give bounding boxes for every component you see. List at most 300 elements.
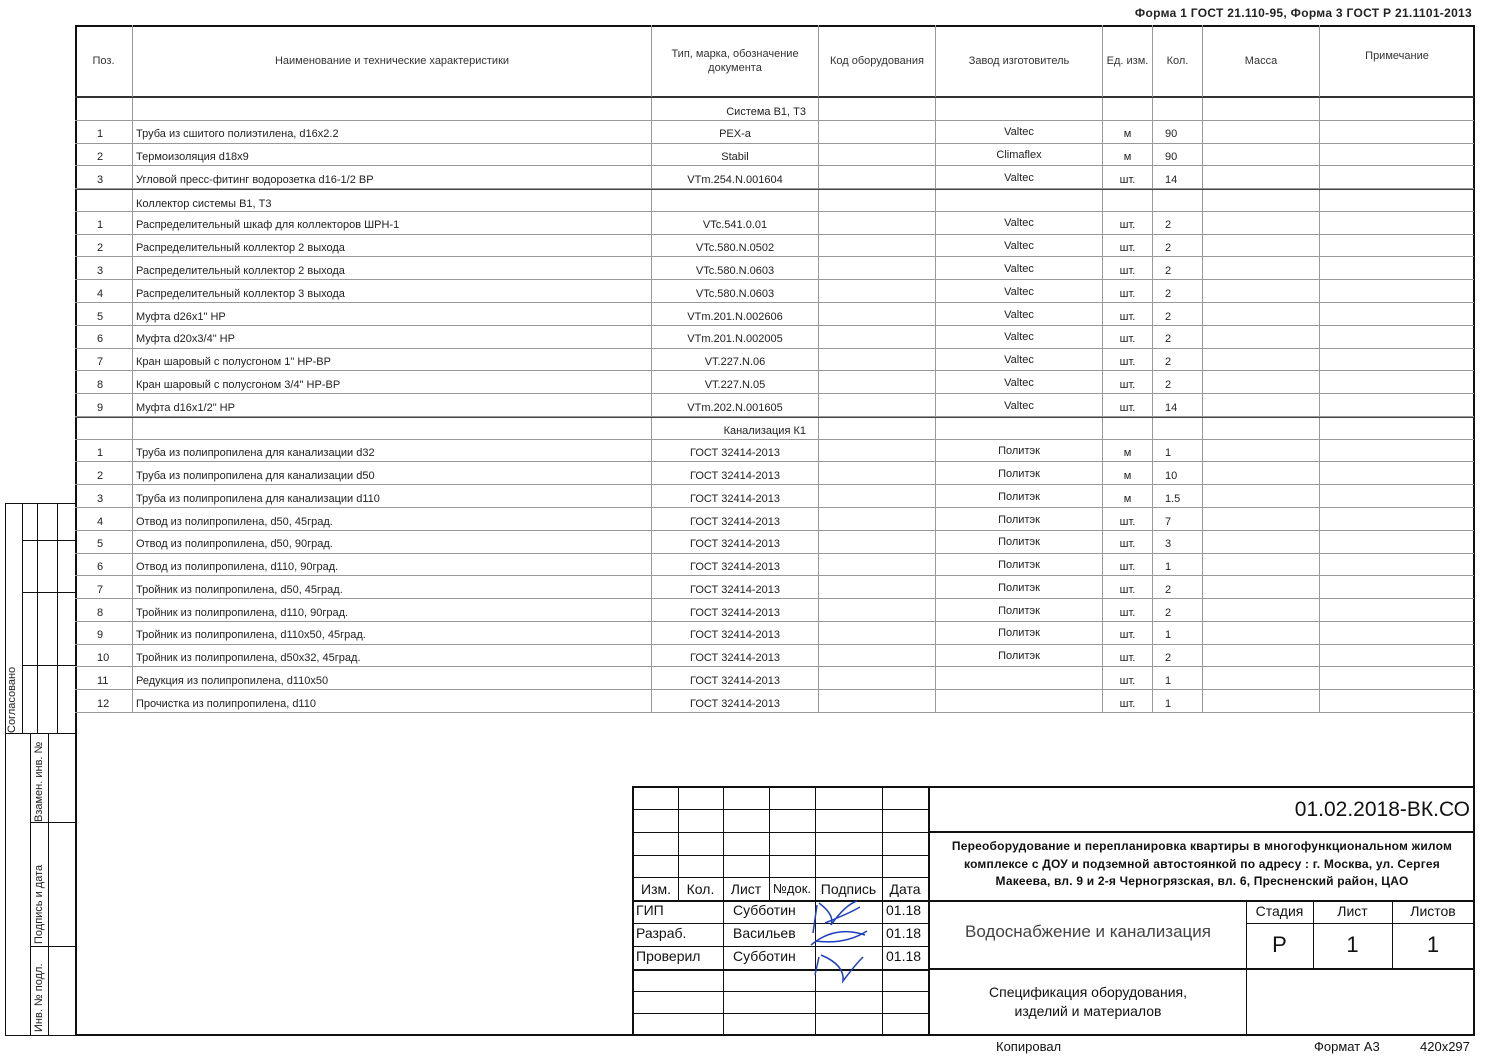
- table-row: [75, 531, 1474, 554]
- cell-mass: [1203, 668, 1320, 691]
- cell-type: VTc.580.N.0502: [652, 235, 819, 258]
- cell-pos: 1: [75, 440, 133, 463]
- cell-type: [652, 190, 819, 213]
- address-line: Макеева, вл. 9 и 2-я Черногрязская, вл. 6, Пресненский район, ЦАО: [995, 874, 1409, 888]
- table-row: [75, 166, 1474, 189]
- cell-qty: 90: [1153, 121, 1203, 144]
- grid-line: [632, 969, 928, 971]
- cell-type: VTm.201.N.002005: [652, 326, 819, 349]
- person-name: Субботин: [733, 902, 796, 918]
- cell-pos: 6: [75, 554, 133, 577]
- cell-mass: [1203, 98, 1320, 121]
- cell-code: [819, 599, 936, 622]
- cell-name: Отвод из полипропилена, d50, 45град.: [133, 508, 652, 531]
- header-pos: Поз.: [75, 25, 133, 98]
- cell-name: Угловой пресс-фитинг водорозетка d16-1/2 ВР: [133, 166, 652, 189]
- cell-pos: 9: [75, 394, 133, 417]
- cell-code: [819, 462, 936, 485]
- cell-name: Отвод из полипропилена, d110, 90град.: [133, 554, 652, 577]
- grid-line: [882, 786, 883, 1036]
- inv-label: Инв. № подл.: [33, 963, 45, 1032]
- grid-line: [1246, 923, 1474, 924]
- cell-qty: 7: [1153, 508, 1203, 531]
- cell-name: Тройник из полипропилена, d110, 90град.: [133, 599, 652, 622]
- cell-maker: Valtec: [936, 371, 1103, 394]
- cell-qty: 1: [1153, 440, 1203, 463]
- cell-code: [819, 371, 936, 394]
- cell-qty: [1153, 98, 1203, 121]
- cell-name: Муфта d26x1" НР: [133, 303, 652, 326]
- cell-name: Муфта d20x3/4" НР: [133, 326, 652, 349]
- cell-code: [819, 645, 936, 668]
- cell-note: [1320, 190, 1474, 213]
- cell-maker: Политэк: [936, 485, 1103, 508]
- cell-mass: [1203, 326, 1320, 349]
- cell-type: ГОСТ 32414-2013: [652, 690, 819, 713]
- cell-code: [819, 257, 936, 280]
- table-row: [75, 440, 1474, 463]
- cell-note: [1320, 485, 1474, 508]
- cell-mass: [1203, 462, 1320, 485]
- format-label: Формат А3: [1314, 1039, 1380, 1054]
- doc-title-line: Спецификация оборудования,: [989, 984, 1187, 1000]
- cell-pos: 8: [75, 371, 133, 394]
- person-name: Васильев: [733, 925, 796, 941]
- cell-mass: [1203, 622, 1320, 645]
- cell-note: [1320, 508, 1474, 531]
- cell-type: Канализация К1: [652, 418, 819, 441]
- sheets-value: 1: [1426, 932, 1440, 957]
- table-row: [75, 349, 1474, 372]
- cell-maker: Valtec: [936, 326, 1103, 349]
- address-line: Переоборудование и перепланировка квартиры в многофункциональном жилом: [951, 839, 1453, 853]
- cell-qty: 14: [1153, 166, 1203, 189]
- cell-unit: шт.: [1103, 257, 1153, 280]
- col-ndok: №док.: [772, 881, 812, 896]
- cell-type: VTm.254.N.001604: [652, 166, 819, 189]
- cell-unit: шт.: [1103, 668, 1153, 691]
- grid-line: [928, 831, 1474, 833]
- person-date: 01.18: [886, 925, 922, 941]
- cell-type: VT.227.N.05: [652, 371, 819, 394]
- cell-mass: [1203, 349, 1320, 372]
- cell-pos: 5: [75, 531, 133, 554]
- cell-name: Распределительный коллектор 3 выхода: [133, 280, 652, 303]
- cell-unit: шт.: [1103, 531, 1153, 554]
- cell-note: [1320, 531, 1474, 554]
- person-role: Разраб.: [636, 925, 687, 941]
- cell-unit: шт.: [1103, 166, 1153, 189]
- cell-code: [819, 394, 936, 417]
- col-list: Лист: [730, 881, 762, 897]
- cell-pos: 7: [75, 349, 133, 372]
- sheets-label: Листов: [1410, 903, 1456, 919]
- cell-pos: 9: [75, 622, 133, 645]
- grid-line: [632, 991, 928, 992]
- cell-qty: 2: [1153, 326, 1203, 349]
- sign-date-label: Подпись и дата: [33, 864, 45, 944]
- header-name: Наименование и технические характеристики: [133, 25, 652, 98]
- cell-maker: [936, 190, 1103, 213]
- grid-line: [632, 832, 928, 833]
- cell-unit: шт.: [1103, 212, 1153, 235]
- cell-note: [1320, 371, 1474, 394]
- cell-pos: [75, 418, 133, 441]
- header-unit: Ед. изм.: [1103, 25, 1153, 98]
- cell-note: [1320, 212, 1474, 235]
- cell-maker: Valtec: [936, 303, 1103, 326]
- cell-name: Распределительный коллектор 2 выхода: [133, 235, 652, 258]
- header-note: Примечание: [1320, 25, 1474, 98]
- table-row: [75, 394, 1474, 417]
- cell-maker: Политэк: [936, 622, 1103, 645]
- cell-unit: м: [1103, 440, 1153, 463]
- table-row: [75, 371, 1474, 394]
- cell-maker: Valtec: [936, 349, 1103, 372]
- cell-unit: м: [1103, 485, 1153, 508]
- cell-name: Коллектор системы В1, Т3: [133, 190, 652, 213]
- cell-qty: [1153, 418, 1203, 441]
- cell-maker: Политэк: [936, 531, 1103, 554]
- cell-maker: Политэк: [936, 508, 1103, 531]
- person-date: 01.18: [886, 902, 922, 918]
- cell-qty: 14: [1153, 394, 1203, 417]
- cell-name: [133, 98, 652, 121]
- cell-type: ГОСТ 32414-2013: [652, 462, 819, 485]
- cell-type: ГОСТ 32414-2013: [652, 576, 819, 599]
- cell-qty: 1: [1153, 690, 1203, 713]
- cell-maker: Политэк: [936, 440, 1103, 463]
- cell-note: [1320, 394, 1474, 417]
- cell-type: VTm.202.N.001605: [652, 394, 819, 417]
- cell-type: VTc.580.N.0603: [652, 280, 819, 303]
- cell-unit: [1103, 98, 1153, 121]
- cell-type: PEX-a: [652, 121, 819, 144]
- cell-maker: [936, 690, 1103, 713]
- grid-line: [632, 923, 928, 924]
- cell-note: [1320, 257, 1474, 280]
- grid-line: [723, 786, 724, 1036]
- cell-code: [819, 212, 936, 235]
- cell-maker: Политэк: [936, 554, 1103, 577]
- cell-maker: [936, 98, 1103, 121]
- table-row: [75, 485, 1474, 508]
- cell-unit: м: [1103, 144, 1153, 167]
- cell-type: VT.227.N.06: [652, 349, 819, 372]
- cell-name: Тройник из полипропилена, d50x32, 45град.: [133, 645, 652, 668]
- grid-line: [632, 1013, 928, 1014]
- cell-note: [1320, 668, 1474, 691]
- cell-mass: [1203, 599, 1320, 622]
- cell-unit: шт.: [1103, 576, 1153, 599]
- cell-type: ГОСТ 32414-2013: [652, 531, 819, 554]
- person-role: ГИП: [636, 902, 664, 918]
- cell-qty: 1.5: [1153, 485, 1203, 508]
- table-row: [75, 257, 1474, 280]
- cell-name: Муфта d16x1/2" НР: [133, 394, 652, 417]
- cell-code: [819, 144, 936, 167]
- cell-qty: 3: [1153, 531, 1203, 554]
- cell-mass: [1203, 531, 1320, 554]
- cell-code: [819, 349, 936, 372]
- cell-qty: 1: [1153, 622, 1203, 645]
- cell-maker: [936, 418, 1103, 441]
- cell-code: [819, 622, 936, 645]
- cell-pos: 3: [75, 485, 133, 508]
- section-row: [75, 417, 1474, 440]
- cell-name: Кран шаровый с полусгоном 1" НР-ВР: [133, 349, 652, 372]
- cell-pos: 10: [75, 645, 133, 668]
- person-date: 01.18: [886, 948, 922, 964]
- copied-label: Копировал: [996, 1039, 1062, 1054]
- cell-name: Распределительный коллектор 2 выхода: [133, 257, 652, 280]
- cell-unit: шт.: [1103, 645, 1153, 668]
- col-sign: Подпись: [820, 881, 877, 897]
- cell-unit: шт.: [1103, 303, 1153, 326]
- cell-type: ГОСТ 32414-2013: [652, 668, 819, 691]
- header-type: Тип, марка, обозначение документа: [652, 25, 819, 98]
- sheet-label: Лист: [1337, 903, 1368, 919]
- table-row: [75, 212, 1474, 235]
- cell-mass: [1203, 371, 1320, 394]
- cell-qty: 2: [1153, 280, 1203, 303]
- stage-value: Р: [1272, 932, 1287, 957]
- document-code: 01.02.2018-ВК.СО: [1294, 798, 1470, 821]
- cell-mass: [1203, 418, 1320, 441]
- cell-qty: 2: [1153, 349, 1203, 372]
- cell-name: Термоизоляция d18x9: [133, 144, 652, 167]
- cell-note: [1320, 462, 1474, 485]
- col-kol: Кол.: [686, 881, 715, 897]
- cell-mass: [1203, 190, 1320, 213]
- cell-note: [1320, 418, 1474, 441]
- cell-qty: [1153, 190, 1203, 213]
- cell-unit: шт.: [1103, 508, 1153, 531]
- table-row: [75, 690, 1474, 713]
- cell-name: Тройник из полипропилена, d110x50, 45град.: [133, 622, 652, 645]
- cell-qty: 1: [1153, 554, 1203, 577]
- cell-type: ГОСТ 32414-2013: [652, 645, 819, 668]
- cell-code: [819, 235, 936, 258]
- table-row: [75, 326, 1474, 349]
- cell-code: [819, 418, 936, 441]
- cell-maker: Политэк: [936, 462, 1103, 485]
- cell-unit: м: [1103, 462, 1153, 485]
- cell-note: [1320, 144, 1474, 167]
- cell-maker: Valtec: [936, 166, 1103, 189]
- cell-qty: 2: [1153, 257, 1203, 280]
- cell-pos: 4: [75, 508, 133, 531]
- cell-type: ГОСТ 32414-2013: [652, 485, 819, 508]
- cell-name: Распределительный шкаф для коллекторов ШРН-1: [133, 212, 652, 235]
- section-row: [75, 98, 1474, 121]
- cell-unit: шт.: [1103, 394, 1153, 417]
- cell-qty: 2: [1153, 576, 1203, 599]
- section-row: [75, 189, 1474, 212]
- col-izm: Изм.: [641, 881, 671, 897]
- cell-maker: Valtec: [936, 212, 1103, 235]
- cell-note: [1320, 280, 1474, 303]
- cell-code: [819, 166, 936, 189]
- cell-pos: 3: [75, 257, 133, 280]
- cell-pos: 12: [75, 690, 133, 713]
- cell-mass: [1203, 440, 1320, 463]
- cell-unit: шт.: [1103, 280, 1153, 303]
- cell-name: Прочистка из полипропилена, d110: [133, 690, 652, 713]
- table-row: [75, 599, 1474, 622]
- cell-mass: [1203, 212, 1320, 235]
- cell-code: [819, 326, 936, 349]
- cell-code: [819, 121, 936, 144]
- cell-note: [1320, 98, 1474, 121]
- table-row: [75, 576, 1474, 599]
- cell-unit: шт.: [1103, 349, 1153, 372]
- cell-name: Труба из полипропилена для канализации d50: [133, 462, 652, 485]
- signature-image: [805, 895, 875, 985]
- cell-unit: шт.: [1103, 554, 1153, 577]
- cell-note: [1320, 440, 1474, 463]
- cell-note: [1320, 645, 1474, 668]
- header-code: Код оборудования: [819, 25, 936, 98]
- replace-inv-label: Взамен. инв. №: [33, 741, 45, 822]
- cell-code: [819, 280, 936, 303]
- cell-mass: [1203, 166, 1320, 189]
- cell-name: Отвод из полипропилена, d50, 90град.: [133, 531, 652, 554]
- cell-code: [819, 98, 936, 121]
- cell-name: [133, 418, 652, 441]
- cell-name: Кран шаровый с полусгоном 3/4" НР-ВР: [133, 371, 652, 394]
- cell-mass: [1203, 485, 1320, 508]
- table-row: [75, 280, 1474, 303]
- cell-type: VTc.580.N.0603: [652, 257, 819, 280]
- table-row: [75, 622, 1474, 645]
- cell-unit: шт.: [1103, 622, 1153, 645]
- cell-type: VTc.541.0.01: [652, 212, 819, 235]
- cell-maker: Политэк: [936, 576, 1103, 599]
- cell-note: [1320, 303, 1474, 326]
- cell-mass: [1203, 690, 1320, 713]
- address-line: комплексе с ДОУ и подземной автостоянкой по адресу : г. Москва, ул. Сергея: [964, 856, 1440, 871]
- cell-unit: м: [1103, 121, 1153, 144]
- cell-mass: [1203, 303, 1320, 326]
- cell-unit: [1103, 190, 1153, 213]
- cell-pos: [75, 98, 133, 121]
- cell-qty: 90: [1153, 144, 1203, 167]
- cell-maker: Valtec: [936, 121, 1103, 144]
- cell-maker: Climaflex: [936, 144, 1103, 167]
- cell-mass: [1203, 121, 1320, 144]
- cell-pos: 7: [75, 576, 133, 599]
- cell-qty: 2: [1153, 645, 1203, 668]
- cell-code: [819, 554, 936, 577]
- cell-mass: [1203, 645, 1320, 668]
- cell-type: ГОСТ 32414-2013: [652, 554, 819, 577]
- table-row: [75, 235, 1474, 258]
- cell-pos: [75, 190, 133, 213]
- cell-mass: [1203, 144, 1320, 167]
- cell-qty: 1: [1153, 668, 1203, 691]
- cell-unit: шт.: [1103, 371, 1153, 394]
- table-row: [75, 144, 1474, 167]
- grid-line: [632, 877, 928, 878]
- cell-code: [819, 485, 936, 508]
- cell-type: ГОСТ 32414-2013: [652, 440, 819, 463]
- cell-maker: Valtec: [936, 257, 1103, 280]
- cell-note: [1320, 599, 1474, 622]
- format-size: 420x297: [1420, 1039, 1470, 1054]
- cell-pos: 11: [75, 668, 133, 691]
- cell-mass: [1203, 257, 1320, 280]
- grid-line: [632, 809, 928, 810]
- section-title: Водоснабжение и канализация: [964, 922, 1211, 941]
- cell-name: Редукция из полипропилена, d110x50: [133, 668, 652, 691]
- cell-code: [819, 508, 936, 531]
- stage-label: Стадия: [1255, 903, 1304, 919]
- cell-pos: 4: [75, 280, 133, 303]
- cell-pos: 6: [75, 326, 133, 349]
- cell-name: Труба из сшитого полиэтилена, d16x2.2: [133, 121, 652, 144]
- cell-code: [819, 668, 936, 691]
- table-row: [75, 121, 1474, 144]
- cell-qty: 2: [1153, 371, 1203, 394]
- cell-pos: 2: [75, 235, 133, 258]
- cell-code: [819, 531, 936, 554]
- cell-code: [819, 190, 936, 213]
- cell-code: [819, 576, 936, 599]
- doc-title-line: изделий и материалов: [1014, 1003, 1162, 1019]
- cell-type: ГОСТ 32414-2013: [652, 599, 819, 622]
- cell-type: ГОСТ 32414-2013: [652, 508, 819, 531]
- cell-mass: [1203, 280, 1320, 303]
- cell-unit: шт.: [1103, 690, 1153, 713]
- cell-pos: 3: [75, 166, 133, 189]
- cell-unit: [1103, 418, 1153, 441]
- cell-mass: [1203, 576, 1320, 599]
- cell-pos: 2: [75, 144, 133, 167]
- cell-note: [1320, 166, 1474, 189]
- cell-maker: Valtec: [936, 280, 1103, 303]
- cell-unit: шт.: [1103, 599, 1153, 622]
- cell-maker: Valtec: [936, 394, 1103, 417]
- person-name: Субботин: [733, 948, 796, 964]
- header-mass: Масса: [1203, 25, 1320, 98]
- cell-code: [819, 690, 936, 713]
- cell-note: [1320, 690, 1474, 713]
- cell-mass: [1203, 508, 1320, 531]
- cell-mass: [1203, 554, 1320, 577]
- grid-line: [632, 855, 928, 856]
- cell-note: [1320, 349, 1474, 372]
- cell-qty: 2: [1153, 599, 1203, 622]
- agreed-label: Согласовано: [6, 666, 18, 733]
- sheet-value: 1: [1346, 932, 1359, 957]
- grid-line: [928, 968, 1474, 970]
- grid-line: [632, 946, 928, 947]
- cell-pos: 8: [75, 599, 133, 622]
- cell-qty: 10: [1153, 462, 1203, 485]
- cell-qty: 2: [1153, 303, 1203, 326]
- cell-maker: [936, 668, 1103, 691]
- form-note: Форма 1 ГОСТ 21.110-95, Форма 3 ГОСТ Р 21.1101-2013: [1134, 6, 1472, 20]
- grid-line: [1246, 900, 1247, 1036]
- cell-name: Тройник из полипропилена, d50, 45град.: [133, 576, 652, 599]
- person-role: Проверил: [636, 948, 701, 964]
- cell-name: Труба из полипропилена для канализации d32: [133, 440, 652, 463]
- cell-type: VTm.201.N.002606: [652, 303, 819, 326]
- cell-note: [1320, 326, 1474, 349]
- cell-note: [1320, 576, 1474, 599]
- table-row: [75, 508, 1474, 531]
